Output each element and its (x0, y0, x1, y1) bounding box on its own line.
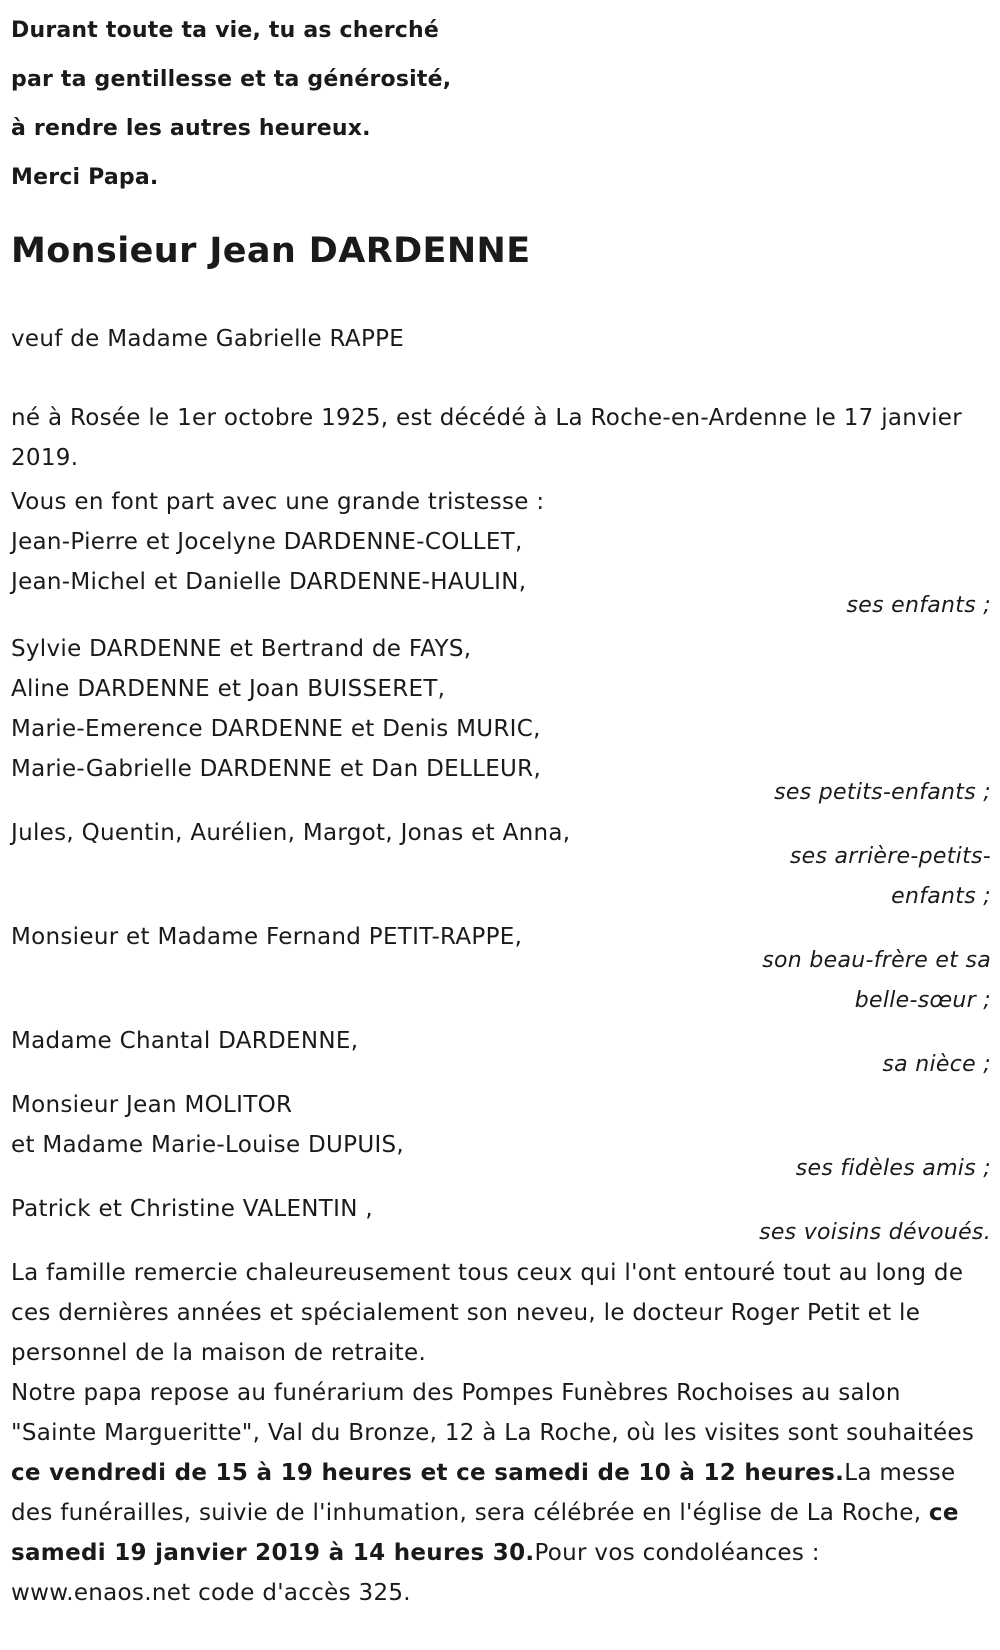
family-member-line: Monsieur et Madame Fernand PETIT-RAPPE, (11, 924, 523, 950)
relation-label: ses fidèles amis ; (795, 1156, 991, 1181)
family-member-line: Marie-Emerence DARDENNE et Denis MURIC, (11, 716, 541, 742)
quote-line: à rendre les autres heureux. (11, 116, 371, 141)
family-member-line: Patrick et Christine VALENTIN , (11, 1196, 373, 1222)
thanks-paragraph: La famille remercie chaleureusement tous ceux qui l'ont entouré tout au long de ces dernières années et spécialement son neveu, le docteur Roger Petit et le personnel de la maison de retraite. (11, 1260, 964, 1366)
mass-date-time: ce samedi 19 janvier 2019 à 14 heures 30. (11, 1500, 959, 1566)
family-member-line: et Madame Marie-Louise DUPUIS, (11, 1132, 405, 1158)
family-member-line: Marie-Gabrielle DARDENNE et Dan DELLEUR, (11, 756, 542, 782)
family-member-line: Madame Chantal DARDENNE, (11, 1028, 359, 1054)
visiting-hours: ce vendredi de 15 à 19 heures et ce samedi de 10 à 12 heures. (11, 1460, 845, 1486)
family-member-line: Sylvie DARDENNE et Bertrand de FAYS, (11, 636, 472, 662)
condolences-text: Pour vos condoléances : www.enaos.net code d'accès 325. (11, 1540, 820, 1606)
relation-label: ses arrière-petits-enfants ; (789, 844, 991, 909)
funeral-text: Notre papa repose au funérarium des Pompes Funèbres Rochoises au salon "Sainte Margueritte", Val du Bronze, 12 à La Roche, où les visites sont souhaitées (11, 1380, 975, 1446)
deceased-name: Monsieur Jean DARDENNE (11, 231, 531, 271)
widow-line: veuf de Madame Gabrielle RAPPE (11, 326, 405, 352)
opening-quote (11, 6, 991, 202)
relation-label: sa nièce ; (882, 1052, 991, 1077)
relation-label: ses petits-enfants ; (774, 780, 991, 805)
funeral-text: La messe des funérailles, suivie de l'inhumation, sera célébrée en l'église de La Roche, (11, 1460, 956, 1526)
relation-label: ses voisins dévoués. (759, 1220, 991, 1245)
family-group-neighbors (11, 1189, 991, 1253)
birth-death-info: né à Rosée le 1er octobre 1925, est décédé à La Roche-en-Ardenne le 17 janvier 2019. (11, 405, 962, 471)
family-member-line: Monsieur Jean MOLITOR (11, 1092, 293, 1118)
family-member-line: Jean-Pierre et Jocelyne DARDENNE-COLLET, (11, 529, 523, 555)
quote-line: Durant toute ta vie, tu as cherché (11, 18, 440, 43)
family-member-line: Jules, Quentin, Aurélien, Margot, Jonas et Anna, (11, 820, 571, 846)
obituary-notice (11, 0, 991, 1613)
family-group-in-laws (11, 917, 991, 1021)
family-group-niece (11, 1021, 991, 1085)
relation-label: ses enfants ; (846, 593, 991, 618)
relation-label: son beau-frère et sa belle-sœur ; (762, 948, 991, 1013)
family-group-grandchildren (11, 629, 991, 813)
quote-line: Merci Papa. (11, 165, 159, 190)
quote-line: par ta gentillesse et ta générosité, (11, 67, 452, 92)
funeral-details-paragraph (11, 1373, 991, 1613)
family-member-line: Aline DARDENNE et Joan BUISSERET, (11, 676, 446, 702)
family-group-children (11, 522, 991, 626)
announcement-intro: Vous en font part avec une grande tristesse : (11, 489, 545, 515)
family-member-line: Jean-Michel et Danielle DARDENNE-HAULIN, (11, 569, 527, 595)
family-group-friends (11, 1085, 991, 1189)
family-group-great-grandchildren (11, 813, 991, 917)
